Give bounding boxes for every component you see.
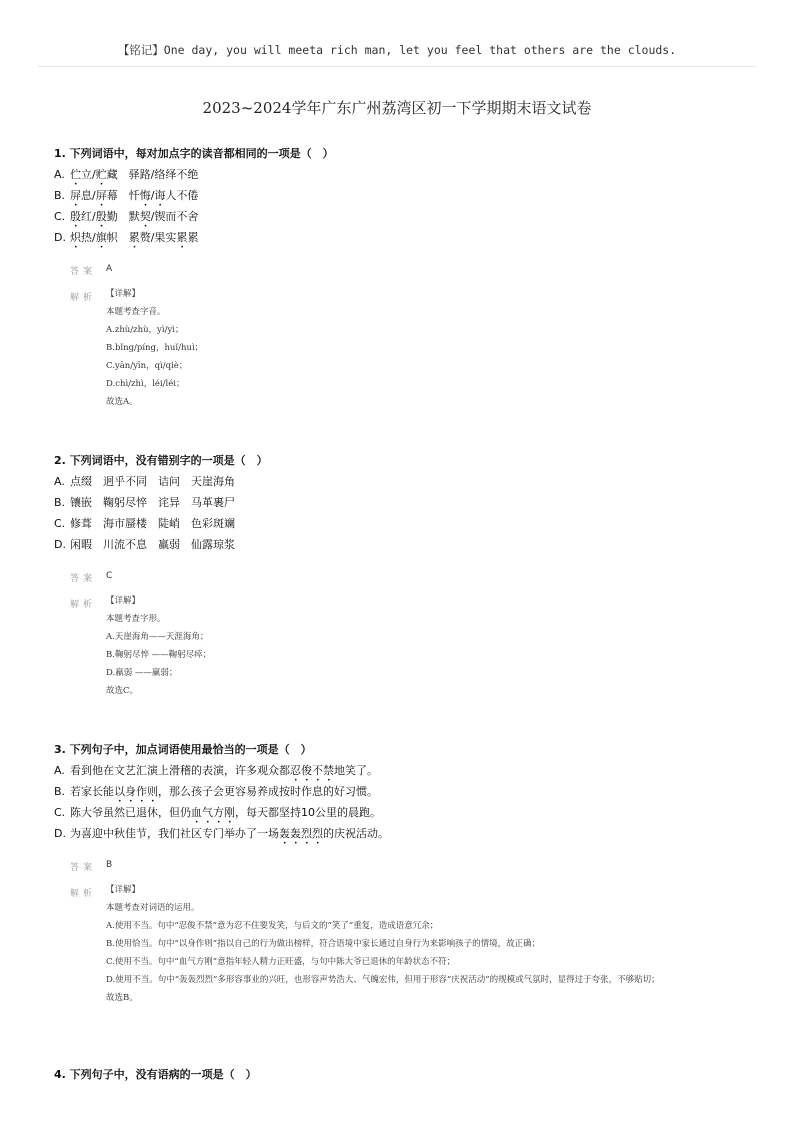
question-1-option-d bbox=[54, 229, 198, 251]
option-text: 息/ bbox=[81, 189, 96, 202]
question-2-option-b bbox=[54, 494, 235, 510]
option-text: 人不倦 bbox=[165, 189, 199, 202]
option-text: 藏 驿路/络绎不绝 bbox=[106, 168, 199, 181]
emphasized-text: 累 bbox=[176, 231, 188, 244]
option-text: 的庆祝活动。 bbox=[323, 827, 389, 840]
question-3-option-b bbox=[54, 783, 378, 805]
emphasized-text: 悔 bbox=[139, 189, 151, 202]
analysis-label: 解析 bbox=[70, 600, 97, 610]
option-text: 点缀 迥乎不同 诘问 天崖海角 bbox=[70, 475, 235, 488]
option-letter: B. bbox=[54, 189, 66, 202]
question-3-option-c bbox=[54, 804, 381, 826]
option-letter: B. bbox=[54, 785, 66, 798]
question-1-explanation: 【详解】 本题考查字音。 A.zhù/zhù，yì/yì； B.bǐng/píng，huǐ/huì； C.yān/yīn，qì/qiè； D.chì/zhì，léi/léi； 故选A。 bbox=[106, 285, 726, 411]
question-1-option-a bbox=[54, 166, 198, 188]
analysis-label: 解析 bbox=[70, 889, 97, 899]
emphasized-text: 屏 bbox=[70, 189, 81, 202]
question-4-stem: 4. 下列句子中，没有语病的一项是（ ） bbox=[54, 1068, 257, 1081]
page-motto: 【铭记】One day, you will meeta rich man, let you feel that others are the clouds. bbox=[117, 43, 677, 57]
option-text: 地笑了。 bbox=[334, 764, 378, 777]
option-text: 看到他在文艺汇演上滑稽的表演，许多观众都 bbox=[70, 764, 290, 777]
option-text: / bbox=[150, 189, 155, 202]
option-text: /锲而不舍 bbox=[150, 210, 199, 223]
option-text: 热/ bbox=[81, 231, 96, 244]
option-letter: B. bbox=[54, 496, 66, 509]
option-text: ，每天都坚持10公里的晨跑。 bbox=[235, 806, 381, 819]
answer-label: 答案 bbox=[70, 863, 97, 873]
option-text: 立/ bbox=[81, 168, 96, 181]
question-1-option-c bbox=[54, 208, 198, 230]
emphasized-text: 忍俊不禁 bbox=[290, 764, 334, 777]
option-letter: A. bbox=[54, 764, 65, 777]
emphasized-text: 轰轰烈烈 bbox=[279, 827, 323, 840]
option-letter: D. bbox=[54, 827, 66, 840]
question-1-answer: A bbox=[106, 264, 113, 274]
option-text: 修葺 海市蜃楼 陡峭 色彩斑斓 bbox=[70, 517, 235, 530]
option-text: 勤 默 bbox=[106, 210, 140, 223]
emphasized-text: 殷 bbox=[70, 210, 81, 223]
emphasized-text: 殷 bbox=[95, 210, 107, 223]
question-2-explanation: 【详解】 本题考查字形。 A.天崖海角——天涯海角； B.鞠躬尽悴 ——鞠躬尽瘁； D.羸弱 ——赢弱； 故选C。 bbox=[106, 592, 726, 700]
header-divider bbox=[38, 66, 756, 67]
detail-heading: 【详解】 bbox=[106, 596, 141, 606]
question-2-stem: 2. 下列词语中，没有错别字的一项是（ ） bbox=[54, 454, 268, 467]
option-letter: D. bbox=[54, 231, 66, 244]
emphasized-text: 伫 bbox=[70, 168, 81, 181]
question-1-option-b bbox=[54, 187, 198, 209]
option-letter: C. bbox=[54, 517, 66, 530]
option-text: 帜 bbox=[106, 231, 129, 244]
question-3-option-d bbox=[54, 825, 389, 847]
question-2-option-c bbox=[54, 515, 235, 531]
emphasized-text: 旗 bbox=[95, 231, 107, 244]
emphasized-text: 累 bbox=[128, 231, 140, 244]
question-2-option-d bbox=[54, 536, 235, 552]
emphasized-text: 炽 bbox=[70, 231, 81, 244]
page-title: 2023~2024学年广东广州荔湾区初一下学期期末语文试卷 bbox=[202, 99, 592, 117]
question-1-stem: 1. 下列词语中，每对加点字的读音都相同的一项是（ ） bbox=[54, 147, 334, 160]
option-text: 赘/果实 bbox=[139, 231, 177, 244]
option-text: 镶嵌 鞠躬尽悴 诧异 马革裹尸 bbox=[70, 496, 235, 509]
option-letter: D. bbox=[54, 538, 66, 551]
option-text: 若家长能 bbox=[70, 785, 114, 798]
question-3-explanation: 【详解】 本题考查对词语的运用。 A.使用不当。句中“忍俊不禁”意为忍不住要发笑，与后文的“笑了”重复，造成语意冗余； B.使用恰当。句中“以身作则”指以自己的行为做出榜样，符合语境中家长通过自身行为来影响孩子的情境，故正确； C.使用不当。句中“血气方刚”意指年轻人精力正旺盛，与句中陈大爷已退休的年龄状态不符； D.使用不当。句中“轰轰烈烈”多形容事业的兴旺，也形容声势浩大、气魄宏伟，但用于形容“庆祝活动”的规模或气氛时，显得过于夸张，不够贴切； 故选B。 bbox=[106, 881, 726, 1007]
question-2-option-a bbox=[54, 473, 235, 489]
question-2-answer: C bbox=[106, 571, 113, 581]
answer-label: 答案 bbox=[70, 267, 97, 277]
option-text: 累 bbox=[187, 231, 199, 244]
option-text: 闲暇 川流不息 羸弱 仙露琼浆 bbox=[70, 538, 235, 551]
option-text: 红/ bbox=[81, 210, 96, 223]
emphasized-text: 契 bbox=[139, 210, 151, 223]
emphasized-text: 屏 bbox=[95, 189, 107, 202]
option-letter: C. bbox=[54, 806, 66, 819]
option-letter: A. bbox=[54, 168, 65, 181]
emphasized-text: 诲 bbox=[154, 189, 166, 202]
detail-heading: 【详解】 bbox=[106, 289, 141, 299]
option-letter: A. bbox=[54, 475, 65, 488]
emphasized-text: 以身作则 bbox=[114, 785, 158, 798]
option-text: ，那么孩子会更容易养成按时作息的好习惯。 bbox=[158, 785, 378, 798]
option-letter: C. bbox=[54, 210, 66, 223]
question-3-answer: B bbox=[106, 860, 113, 870]
option-text: 为喜迎中秋佳节，我们社区专门举办了一场 bbox=[70, 827, 279, 840]
detail-heading: 【详解】 bbox=[106, 885, 141, 895]
question-3-option-a bbox=[54, 762, 378, 784]
emphasized-text: 贮 bbox=[95, 168, 107, 181]
answer-label: 答案 bbox=[70, 574, 97, 584]
analysis-label: 解析 bbox=[70, 293, 97, 303]
option-text: 幕 忏 bbox=[106, 189, 140, 202]
question-3-stem: 3. 下列句子中，加点词语使用最恰当的一项是（ ） bbox=[54, 743, 312, 756]
option-text: 陈大爷虽然已退休，但仍 bbox=[70, 806, 191, 819]
emphasized-text: 血气方刚 bbox=[191, 806, 235, 819]
